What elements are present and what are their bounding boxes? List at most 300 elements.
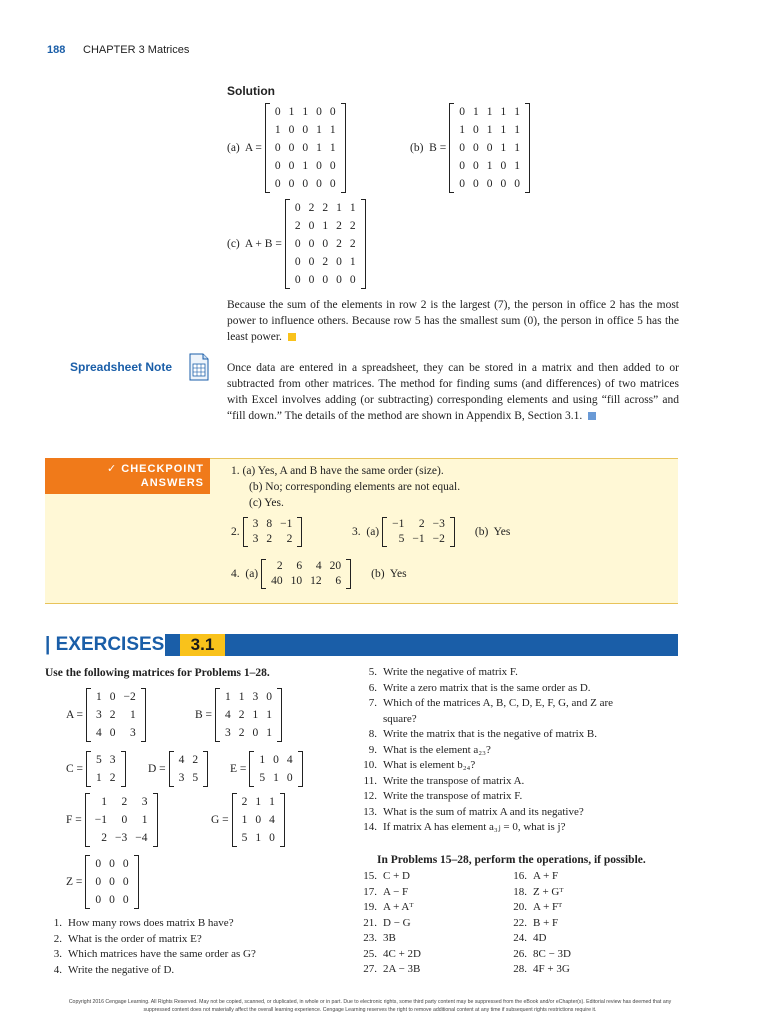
problem-item bbox=[355, 962, 421, 978]
exercise-matrix-b-group bbox=[195, 688, 282, 742]
problem-text: Write the matrix that is the negative of matrix B. bbox=[383, 728, 597, 740]
operations-left-list bbox=[355, 869, 421, 978]
matrix-entry: 0 bbox=[472, 124, 479, 136]
problem-number: 5. bbox=[368, 666, 377, 678]
matrix-row bbox=[221, 724, 276, 742]
problem-text: How many rows does matrix B have? bbox=[68, 917, 234, 929]
matrix-row bbox=[271, 121, 340, 139]
matrix-entry: 6 bbox=[335, 575, 342, 587]
matrix-entry: −3 bbox=[115, 832, 128, 844]
problem-number: 7. bbox=[368, 697, 377, 709]
matrix-row bbox=[92, 688, 140, 706]
problem-text: What is the element a₂₃? bbox=[383, 743, 491, 756]
matrix-entry: 1 bbox=[472, 106, 479, 118]
checkpoint-title bbox=[90, 462, 204, 490]
problem-item bbox=[505, 962, 571, 978]
problem-item bbox=[355, 712, 613, 728]
matrix-c-label: C = bbox=[66, 763, 84, 775]
matrix-row bbox=[249, 532, 297, 547]
problem-number: 23. bbox=[363, 932, 377, 944]
matrix-entry: 2 bbox=[241, 796, 248, 808]
problem-text: Write the transpose of matrix A. bbox=[383, 774, 525, 787]
exercise-matrix-z-group bbox=[66, 855, 139, 909]
matrix-entry: −4 bbox=[135, 832, 148, 844]
spreadsheet-note-label: Spreadsheet Note bbox=[70, 360, 173, 374]
matrix-entry: 1 bbox=[273, 772, 279, 784]
matrix-entry: 2 bbox=[286, 533, 293, 545]
matrix-row bbox=[92, 769, 120, 787]
problem-item bbox=[355, 885, 421, 901]
problem-number: 12. bbox=[363, 790, 377, 802]
matrix-entry: 1 bbox=[316, 142, 322, 154]
matrix-entry: 0 bbox=[329, 178, 336, 190]
problem-text: C + D bbox=[383, 870, 410, 882]
problem-number: 17. bbox=[363, 885, 377, 898]
matrix-row bbox=[455, 139, 524, 157]
problem-number: 21. bbox=[363, 916, 377, 929]
matrix-entry: 1 bbox=[329, 124, 336, 136]
matrix-entry: −1 bbox=[392, 518, 405, 530]
matrix-entry: 20 bbox=[329, 560, 342, 572]
matrix-entry: −2 bbox=[432, 533, 445, 545]
matrix-row bbox=[249, 517, 297, 532]
matrix-row bbox=[271, 103, 340, 121]
matrix-entry: 0 bbox=[302, 124, 309, 136]
problem-number: 26. bbox=[513, 947, 527, 960]
problem-item bbox=[355, 916, 421, 932]
matrix-row bbox=[91, 873, 132, 891]
matrix-entry: 0 bbox=[322, 274, 329, 286]
matrix-entry: 1 bbox=[266, 709, 273, 721]
matrix-entry: 0 bbox=[459, 178, 465, 190]
matrix-entry: 5 bbox=[241, 832, 248, 844]
problem-text: 8C − 3D bbox=[533, 947, 571, 960]
problem-item bbox=[355, 774, 613, 790]
matrix-entry: 1 bbox=[238, 691, 245, 703]
matrix-entry: 0 bbox=[294, 238, 301, 250]
problem-text: 2A − 3B bbox=[383, 963, 421, 975]
matrix-row bbox=[92, 706, 140, 724]
exercise-matrix-f bbox=[85, 793, 158, 847]
matrix-entry: 0 bbox=[274, 160, 281, 172]
problem-item bbox=[505, 869, 571, 885]
operations-right-list bbox=[505, 869, 571, 978]
answer-3-label: 3. (a) bbox=[352, 526, 380, 538]
matrix-row bbox=[455, 121, 524, 139]
matrix-entry: 1 bbox=[96, 691, 102, 703]
matrix-entry: 1 bbox=[514, 106, 520, 118]
problem-number: 27. bbox=[363, 963, 377, 975]
matrix-row bbox=[291, 217, 360, 235]
matrix-entry: 0 bbox=[286, 772, 293, 784]
matrix-entry: 0 bbox=[273, 754, 279, 766]
matrix-z-label: Z = bbox=[66, 876, 83, 888]
matrix-d-label: D = bbox=[148, 763, 166, 775]
matrix-entry: 2 bbox=[121, 796, 128, 808]
matrix-entry: 0 bbox=[109, 858, 115, 870]
matrix-entry: 1 bbox=[349, 202, 356, 214]
matrix-entry: 1 bbox=[349, 256, 356, 268]
matrix-entry: 1 bbox=[486, 160, 493, 172]
answer-3b: (b) Yes bbox=[474, 526, 511, 538]
problem-number: 1. bbox=[53, 917, 62, 929]
problem-text: A + Fᵀ bbox=[533, 901, 563, 913]
problem-number: 10. bbox=[363, 759, 377, 771]
problem-number: 15. bbox=[363, 870, 377, 882]
problem-text: 4D bbox=[533, 932, 547, 944]
matrix-sum bbox=[285, 199, 366, 289]
problem-text: B + F bbox=[533, 916, 559, 929]
matrix-entry: 0 bbox=[336, 274, 342, 286]
problem-text: Z + Gᵀ bbox=[533, 885, 564, 898]
matrix-row bbox=[91, 891, 132, 909]
exercise-matrix-a-group bbox=[66, 688, 146, 742]
matrix-entry: 0 bbox=[95, 858, 102, 870]
answer-4-matrix bbox=[261, 559, 351, 589]
matrix-entry: 2 bbox=[238, 709, 245, 721]
problem-item bbox=[355, 665, 613, 681]
problem-item bbox=[355, 727, 613, 743]
problem-number: 20. bbox=[513, 901, 527, 913]
matrix-row bbox=[291, 199, 360, 217]
solution-part-a bbox=[227, 103, 346, 193]
matrix-entry: 0 bbox=[322, 238, 329, 250]
matrix-entry: 1 bbox=[266, 727, 273, 739]
problem-number: 13. bbox=[363, 805, 377, 818]
left-problem-list bbox=[40, 916, 256, 978]
explanation-text: Because the sum of the elements in row 2 is the largest (7), the person in office 2 has the most power to influence others. Because row 5 has the smallest sum (0), the person in office 5 has the least power. bbox=[227, 299, 679, 343]
matrix-entry: 0 bbox=[274, 142, 281, 154]
matrix-entry: −1 bbox=[412, 533, 425, 545]
matrix-row bbox=[175, 769, 203, 787]
matrix-entry: 10 bbox=[290, 575, 303, 587]
part-c-label: (c) A + B = bbox=[227, 238, 282, 250]
matrix-entry: 2 bbox=[349, 238, 356, 250]
matrix-entry: 2 bbox=[336, 238, 342, 250]
problem-item bbox=[355, 743, 613, 759]
matrix-row bbox=[388, 517, 449, 532]
matrix-entry: 0 bbox=[500, 160, 507, 172]
matrix-entry: 3 bbox=[109, 754, 116, 766]
exercises-title: | EXERCISES | bbox=[45, 634, 175, 655]
exercise-matrix-b bbox=[215, 688, 282, 742]
matrix-entry: 2 bbox=[276, 560, 283, 572]
matrix-entry: 1 bbox=[225, 691, 231, 703]
matrix-entry: 4 bbox=[315, 560, 322, 572]
matrix-entry: 0 bbox=[486, 178, 493, 190]
problem-item bbox=[355, 869, 421, 885]
problem-number: 18. bbox=[513, 885, 527, 898]
spreadsheet-note-body: Once data are entered in a spreadsheet, they can be stored in a matrix and then added to or subtracted from other matrices. The method for finding sums (and differences) of two matrices with Excel involves adding (or subtracting) corresponding elements and using “fill across” and “fill down.” The details of the method are shown in Appendix B, Section 3.1. bbox=[227, 362, 679, 422]
matrix-row bbox=[291, 253, 360, 271]
matrix-entry: 0 bbox=[294, 202, 301, 214]
matrix-row bbox=[267, 574, 345, 589]
matrix-entry: 0 bbox=[95, 894, 102, 906]
matrix-entry: 0 bbox=[288, 160, 295, 172]
solution-heading: Solution bbox=[227, 84, 275, 98]
matrix-entry: 2 bbox=[308, 202, 315, 214]
exercise-matrix-a bbox=[86, 688, 146, 742]
matrix-entry: 2 bbox=[349, 220, 356, 232]
matrix-entry: 0 bbox=[109, 727, 116, 739]
part-b-label: (b) B = bbox=[410, 142, 447, 154]
matrix-entry: 0 bbox=[294, 256, 301, 268]
matrix-entry: −1 bbox=[280, 518, 293, 530]
matrix-entry: 4 bbox=[178, 754, 185, 766]
matrix-entry: 0 bbox=[308, 256, 315, 268]
matrix-entry: 3 bbox=[252, 518, 259, 530]
matrix-entry: 6 bbox=[296, 560, 303, 572]
problem-item bbox=[505, 885, 571, 901]
matrix-row bbox=[92, 724, 140, 742]
checkpoint-answer-3 bbox=[352, 517, 513, 547]
answer-4b: (b) Yes bbox=[371, 568, 407, 580]
problem-text: Write the negative of D. bbox=[68, 963, 175, 976]
problem-text: 4F + 3G bbox=[533, 963, 570, 975]
matrix-entry: 1 bbox=[96, 772, 102, 784]
matrix-entry: 0 bbox=[308, 274, 315, 286]
problem-item bbox=[505, 931, 571, 947]
exercises-section-number: 3.1 bbox=[190, 635, 215, 654]
matrix-entry: 5 bbox=[259, 772, 266, 784]
matrix-entry: 1 bbox=[316, 124, 322, 136]
matrix-row bbox=[455, 157, 524, 175]
exercise-matrix-e-group bbox=[230, 751, 303, 787]
problem-text: What is element b₂₄? bbox=[383, 759, 476, 771]
matrix-entry: 0 bbox=[329, 160, 336, 172]
problem-item bbox=[505, 947, 571, 963]
answer-1a: 1. (a) Yes, A and B have the same order (size). bbox=[231, 465, 444, 477]
problem-text: 4C + 2D bbox=[383, 947, 421, 960]
problem-item bbox=[40, 932, 256, 948]
problem-text: Which matrices have the same order as G? bbox=[68, 948, 256, 960]
exercise-matrix-e bbox=[249, 751, 302, 787]
matrix-entry: −2 bbox=[123, 691, 136, 703]
copyright-notice: Copyright 2016 Cengage Learning. All Rights Reserved. May not be copied, scanned, or duplicated, in whole or in part. Due to electronic rights, some third party content may be suppressed from the eBook and/or eChapter(s). Editorial review has deemed that any suppressed content does not materially affect the overall learning experience. Cengage Learning reserves the right to remove additional content at any time if subsequent rights restrictions require it. bbox=[68, 999, 672, 1013]
matrix-entry: 1 bbox=[141, 814, 148, 826]
exercise-matrix-f-group bbox=[66, 793, 158, 847]
matrix-entry: 0 bbox=[472, 160, 479, 172]
answer-4-label: 4. (a) bbox=[231, 568, 259, 580]
matrix-entry: 0 bbox=[109, 894, 115, 906]
matrix-entry: 3 bbox=[141, 796, 148, 808]
exercise-matrix-z bbox=[85, 855, 138, 909]
problem-text: If matrix A has element a₃ⱼ = 0, what is j? bbox=[383, 821, 566, 833]
matrix-entry: 2 bbox=[238, 727, 245, 739]
matrix-entry: 4 bbox=[225, 709, 231, 721]
problem-number: 2. bbox=[53, 932, 62, 945]
matrix-entry: 0 bbox=[274, 106, 281, 118]
problem-text: What is the sum of matrix A and its negative? bbox=[383, 805, 584, 818]
matrix-row bbox=[255, 769, 296, 787]
matrix-row bbox=[388, 532, 449, 547]
matrix-row bbox=[91, 855, 132, 873]
matrix-entry: 0 bbox=[288, 142, 295, 154]
exercise-matrix-c bbox=[86, 751, 126, 787]
operations-heading: In Problems 15–28, perform the operations, if possible. bbox=[377, 854, 646, 866]
problem-number: 19. bbox=[363, 901, 377, 913]
matrix-b-label: B = bbox=[195, 709, 213, 721]
problem-text: Write the negative of matrix F. bbox=[383, 666, 518, 678]
matrix-f-label: F = bbox=[66, 814, 82, 826]
problem-number: 8. bbox=[368, 728, 377, 740]
problem-item bbox=[505, 900, 571, 916]
problem-item bbox=[355, 931, 421, 947]
solution-part-c bbox=[227, 199, 366, 289]
matrix-entry: 1 bbox=[255, 796, 262, 808]
matrix-entry: 5 bbox=[96, 754, 102, 766]
matrix-entry: 1 bbox=[302, 160, 309, 172]
matrix-row bbox=[91, 811, 152, 829]
matrix-entry: 3 bbox=[178, 772, 185, 784]
matrix-entry: 4 bbox=[269, 814, 275, 826]
problem-text: Write the transpose of matrix F. bbox=[383, 790, 523, 802]
matrix-entry: 2 bbox=[192, 754, 199, 766]
matrix-entry: 0 bbox=[109, 691, 116, 703]
matrix-entry: 1 bbox=[130, 709, 136, 721]
matrix-entry: 0 bbox=[336, 256, 342, 268]
matrix-entry: −3 bbox=[432, 518, 445, 530]
matrix-entry: 0 bbox=[288, 178, 295, 190]
matrix-entry: 2 bbox=[266, 533, 273, 545]
matrix-row bbox=[255, 751, 296, 769]
matrix-row bbox=[221, 688, 276, 706]
problem-item bbox=[355, 681, 613, 697]
matrix-row bbox=[91, 793, 152, 811]
matrix-entry: 0 bbox=[95, 876, 102, 888]
matrix-entry: 1 bbox=[514, 124, 520, 136]
matrix-entry: 0 bbox=[266, 691, 273, 703]
matrix-row bbox=[291, 271, 360, 289]
matrix-a bbox=[265, 103, 346, 193]
problem-text: 3B bbox=[383, 932, 396, 944]
matrix-row bbox=[271, 139, 340, 157]
matrix-entry: 1 bbox=[486, 106, 493, 118]
matrix-row bbox=[91, 829, 152, 847]
matrix-entry: 2 bbox=[109, 709, 116, 721]
matrix-g-label: G = bbox=[211, 814, 229, 826]
matrix-entry: 0 bbox=[302, 178, 309, 190]
matrix-entry: 0 bbox=[109, 876, 115, 888]
matrix-entry: 3 bbox=[130, 727, 136, 739]
exercises-intro: Use the following matrices for Problems 1–28. bbox=[45, 667, 270, 679]
matrix-row bbox=[271, 175, 340, 193]
matrix-row bbox=[238, 829, 279, 847]
problem-text: A − F bbox=[383, 885, 409, 898]
problem-number: 4. bbox=[53, 963, 62, 976]
matrix-row bbox=[291, 235, 360, 253]
matrix-entry: 1 bbox=[274, 124, 281, 136]
exercise-matrix-c-group bbox=[66, 751, 126, 787]
matrix-entry: 8 bbox=[266, 518, 273, 530]
matrix-entry: 1 bbox=[514, 142, 520, 154]
matrix-entry: 40 bbox=[271, 575, 283, 587]
matrix-entry: 1 bbox=[514, 160, 520, 172]
matrix-entry: 0 bbox=[122, 894, 129, 906]
exercise-matrix-g-group bbox=[211, 793, 285, 847]
matrix-entry: 4 bbox=[286, 754, 293, 766]
problem-text: square? bbox=[383, 712, 417, 725]
matrix-entry: 0 bbox=[269, 832, 275, 844]
matrix-entry: 2 bbox=[109, 772, 116, 784]
end-of-solution-marker bbox=[288, 333, 296, 341]
matrix-entry: 2 bbox=[336, 220, 342, 232]
matrix-entry: 3 bbox=[225, 727, 231, 739]
problem-item bbox=[355, 820, 613, 836]
problem-text: D − G bbox=[383, 916, 411, 929]
problem-number: 24. bbox=[513, 932, 527, 944]
problem-number: 25. bbox=[363, 947, 377, 960]
matrix-entry: 3 bbox=[252, 691, 259, 703]
answer-3-matrix bbox=[382, 517, 455, 547]
matrix-entry: 3 bbox=[96, 709, 102, 721]
matrix-entry: 0 bbox=[122, 876, 129, 888]
chapter-title: CHAPTER 3 Matrices bbox=[83, 44, 190, 56]
matrix-entry: 1 bbox=[500, 106, 507, 118]
matrix-entry: 0 bbox=[255, 814, 262, 826]
matrix-entry: 0 bbox=[122, 858, 129, 870]
matrix-entry: 3 bbox=[252, 533, 259, 545]
answer-1c: (c) Yes. bbox=[249, 497, 284, 509]
problem-item bbox=[355, 947, 421, 963]
matrix-row bbox=[175, 751, 203, 769]
matrix-entry: 0 bbox=[316, 160, 322, 172]
matrix-entry: 0 bbox=[294, 274, 301, 286]
matrix-entry: 0 bbox=[308, 238, 315, 250]
problem-item bbox=[505, 916, 571, 932]
matrix-entry: −1 bbox=[94, 814, 108, 826]
problem-text: Which of the matrices A, B, C, D, E, F, G, and Z are bbox=[383, 697, 614, 709]
matrix-entry: 1 bbox=[500, 142, 507, 154]
matrix-entry: 0 bbox=[274, 178, 281, 190]
matrix-row bbox=[238, 793, 279, 811]
matrix-entry: 1 bbox=[336, 202, 342, 214]
spreadsheet-icon bbox=[188, 352, 210, 382]
checkpoint-answer-2 bbox=[231, 517, 302, 547]
matrix-entry: 0 bbox=[302, 142, 309, 154]
matrix-entry: 2 bbox=[418, 518, 425, 530]
matrix-entry: 0 bbox=[500, 178, 507, 190]
matrix-entry: 1 bbox=[329, 142, 336, 154]
problem-number: 9. bbox=[368, 743, 377, 756]
matrix-entry: 1 bbox=[459, 124, 465, 136]
matrix-entry: 2 bbox=[294, 220, 301, 232]
matrix-entry: 1 bbox=[322, 220, 329, 232]
matrix-entry: 1 bbox=[288, 106, 295, 118]
matrix-row bbox=[271, 157, 340, 175]
matrix-entry: 0 bbox=[308, 220, 315, 232]
matrix-entry: 2 bbox=[322, 202, 329, 214]
matrix-entry: 0 bbox=[252, 727, 259, 739]
answer-2-label: 2. bbox=[231, 526, 240, 538]
matrix-entry: 0 bbox=[472, 178, 479, 190]
matrix-entry: 0 bbox=[329, 106, 336, 118]
problem-number: 3. bbox=[53, 948, 62, 960]
problem-number: 28. bbox=[513, 963, 527, 975]
problem-number: 11. bbox=[363, 774, 377, 787]
right-problem-list bbox=[355, 665, 613, 836]
matrix-entry: 0 bbox=[459, 142, 465, 154]
matrix-entry: 0 bbox=[288, 124, 295, 136]
matrix-entry: 0 bbox=[316, 106, 322, 118]
matrix-e-label: E = bbox=[230, 763, 247, 775]
matrix-row bbox=[455, 103, 524, 121]
problem-text: Write a zero matrix that is the same order as D. bbox=[383, 681, 591, 694]
exercise-matrix-g bbox=[232, 793, 285, 847]
matrix-row bbox=[92, 751, 120, 769]
problem-number: 16. bbox=[513, 870, 527, 882]
problem-item bbox=[355, 900, 421, 916]
